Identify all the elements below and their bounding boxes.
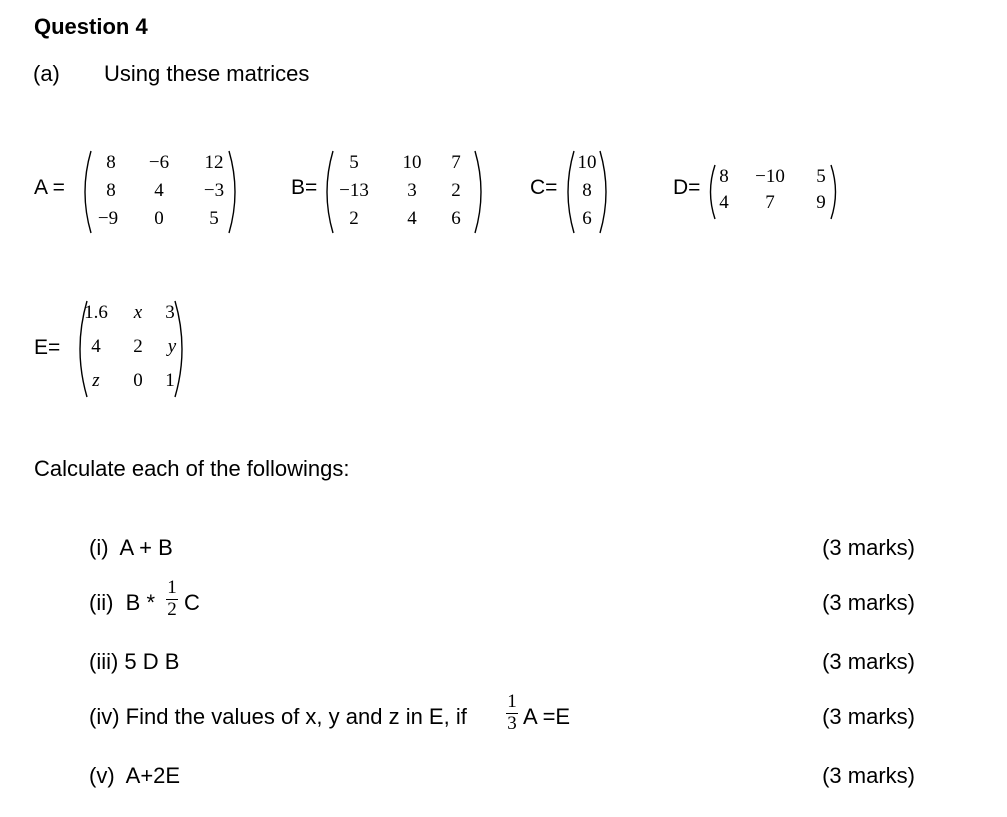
question-i-marks: (3 marks) bbox=[822, 535, 915, 560]
matrix-d-label: D= bbox=[673, 176, 701, 199]
question-iv-marks: (3 marks) bbox=[822, 704, 915, 729]
matrix-a-cell: −3 bbox=[203, 180, 225, 201]
matrix-a-cell: −6 bbox=[148, 152, 170, 173]
matrix-e-cell: x bbox=[133, 302, 143, 323]
matrix-a-cell: −9 bbox=[97, 208, 119, 229]
matrix-e-cell: z bbox=[92, 370, 100, 391]
matrix-e-cell: 1 bbox=[165, 370, 175, 391]
question-title: Question 4 bbox=[34, 14, 148, 39]
matrix-b bbox=[318, 148, 490, 236]
matrix-b-cell: 10 bbox=[402, 152, 422, 173]
matrix-c-label: C= bbox=[530, 176, 558, 199]
matrix-b-cell: 2 bbox=[349, 208, 359, 229]
calculate-heading: Calculate each of the followings: bbox=[34, 456, 350, 481]
question-ii-marks: (3 marks) bbox=[822, 590, 915, 615]
question-i-label: (i) A + B bbox=[89, 535, 173, 560]
matrix-e-cell: 2 bbox=[133, 336, 143, 357]
matrix-d-cell: 7 bbox=[765, 192, 775, 213]
fraction-one-half bbox=[165, 578, 179, 620]
matrix-a-cell: 5 bbox=[209, 208, 219, 229]
question-v-label: (v) A+2E bbox=[89, 763, 181, 788]
matrix-b-cell: 6 bbox=[451, 208, 461, 229]
fraction-denominator: 3 bbox=[507, 713, 517, 734]
matrix-a-label: A = bbox=[34, 176, 65, 199]
matrix-e-cell: 1.6 bbox=[84, 302, 108, 323]
matrix-a-cell: 8 bbox=[106, 152, 116, 173]
matrix-c-cell: 6 bbox=[582, 208, 592, 229]
matrix-e-cell: y bbox=[167, 336, 177, 357]
matrix-e-label: E= bbox=[34, 336, 61, 359]
matrix-d-cell: 9 bbox=[816, 192, 826, 213]
matrix-a bbox=[76, 148, 244, 236]
fraction-numerator: 1 bbox=[167, 577, 177, 598]
matrix-d bbox=[703, 162, 843, 222]
matrix-a-cell: 8 bbox=[106, 180, 116, 201]
matrix-b-cell: 4 bbox=[407, 208, 417, 229]
matrix-d-cell: 5 bbox=[816, 166, 826, 187]
matrix-b-cell: 3 bbox=[407, 180, 417, 201]
matrix-e-cell: 4 bbox=[91, 336, 101, 357]
matrix-b-label: B= bbox=[291, 176, 318, 199]
matrix-e bbox=[70, 298, 192, 400]
matrix-d-cell: −10 bbox=[755, 166, 785, 187]
matrix-b-cell: 5 bbox=[349, 152, 359, 173]
matrix-a-cell: 4 bbox=[154, 180, 164, 201]
matrix-c bbox=[559, 148, 615, 236]
matrix-b-cell: −13 bbox=[339, 180, 369, 201]
matrix-a-cell: 12 bbox=[204, 152, 224, 173]
question-iii-marks: (3 marks) bbox=[822, 649, 915, 674]
fraction-numerator: 1 bbox=[507, 691, 517, 712]
matrix-c-cell: 10 bbox=[577, 152, 597, 173]
matrix-d-cell: 8 bbox=[719, 166, 729, 187]
question-iii-label: (iii) 5 D B bbox=[89, 649, 180, 674]
matrix-e-cell: 0 bbox=[133, 370, 143, 391]
matrix-b-cell: 2 bbox=[451, 180, 461, 201]
question-iv-label-end: A =E bbox=[523, 704, 571, 729]
fraction-denominator: 2 bbox=[167, 599, 177, 620]
part-a-label: (a) bbox=[33, 61, 60, 86]
matrix-b-cell: 7 bbox=[451, 152, 461, 173]
matrix-c-cell: 8 bbox=[582, 180, 592, 201]
matrix-e-cell: 3 bbox=[165, 302, 175, 323]
question-ii-label-end: C bbox=[184, 590, 200, 615]
question-ii-label: (ii) B * bbox=[89, 590, 155, 615]
matrix-a-cell: 0 bbox=[154, 208, 164, 229]
part-a-text: Using these matrices bbox=[104, 61, 310, 86]
matrix-d-cell: 4 bbox=[719, 192, 729, 213]
fraction-one-third bbox=[505, 692, 519, 734]
question-iv-label: (iv) Find the values of x, y and z in E, if bbox=[89, 704, 467, 729]
question-v-marks: (3 marks) bbox=[822, 763, 915, 788]
